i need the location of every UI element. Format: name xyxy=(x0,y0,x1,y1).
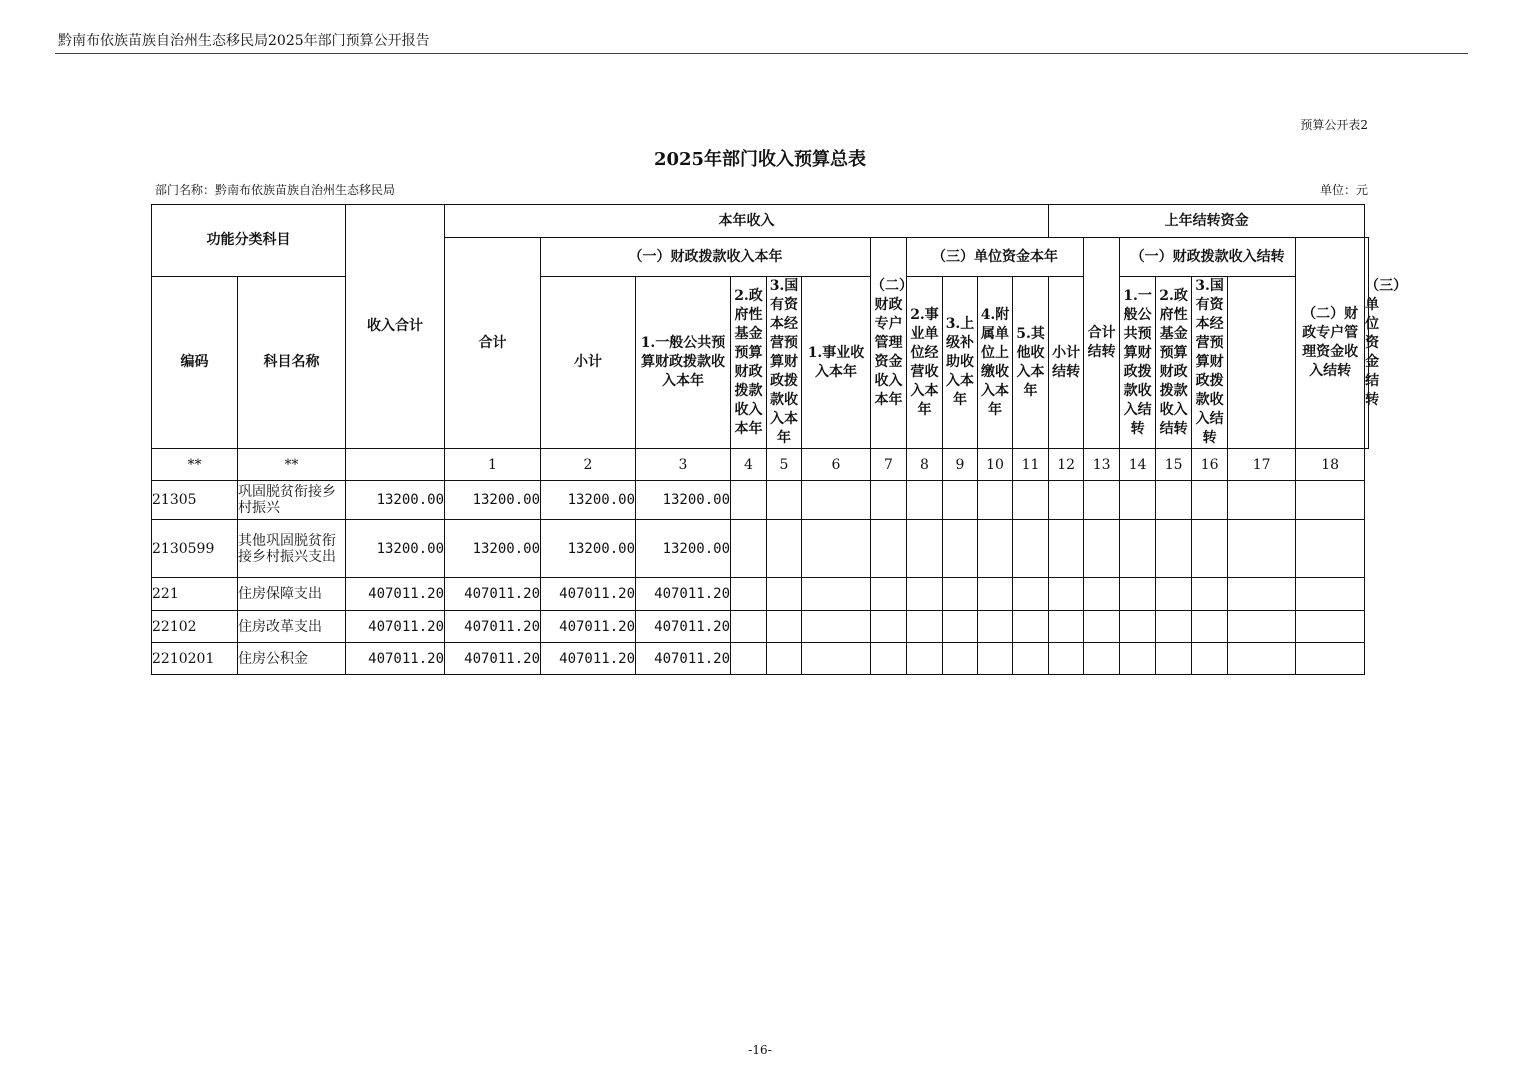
index-cell: 16 xyxy=(1192,449,1228,481)
row-code: 22102 xyxy=(152,611,238,643)
row-subtotal: 13200.00 xyxy=(541,481,636,520)
row-total: 407011.20 xyxy=(445,611,541,643)
page-number: -16- xyxy=(748,1043,772,1057)
index-cell xyxy=(346,449,445,481)
header-fiscal-special: （二）财政专户管理资金收入本年 xyxy=(871,238,907,449)
header-general-public: 1.一般公共预算财政拨款收入本年 xyxy=(636,277,731,449)
index-cell: 2 xyxy=(541,449,636,481)
row-general-public: 407011.20 xyxy=(636,578,731,611)
department-label: 部门名称：黔南布依族苗族自治州生态移民局 xyxy=(155,183,396,197)
header-carry-total: 合计结转 xyxy=(1084,238,1120,449)
header-carry-state-capital: 3.国有资本经营预算财政拨款收入结转 xyxy=(1192,277,1228,449)
row-income-total: 13200.00 xyxy=(346,520,445,578)
row-income-total: 407011.20 xyxy=(346,578,445,611)
row-subject-name: 其他巩固脱贫衔接乡村振兴支出 xyxy=(238,520,346,578)
row-subject-name: 住房保障支出 xyxy=(238,578,346,611)
header-carry-subtotal: 小计结转 xyxy=(1049,277,1084,449)
index-cell: ** xyxy=(238,449,346,481)
index-cell: 9 xyxy=(943,449,978,481)
header-subject-name: 科目名称 xyxy=(238,277,346,449)
header-fiscal-alloc: （一）财政拨款收入本年 xyxy=(541,238,871,277)
header-func-class: 功能分类科目 xyxy=(152,205,346,277)
row-general-public: 407011.20 xyxy=(636,643,731,675)
index-cell: 5 xyxy=(767,449,802,481)
index-cell: 14 xyxy=(1120,449,1156,481)
row-general-public: 13200.00 xyxy=(636,520,731,578)
header-this-year: 本年收入 xyxy=(445,205,1049,238)
row-subtotal: 13200.00 xyxy=(541,520,636,578)
row-code: 2210201 xyxy=(152,643,238,675)
row-total: 407011.20 xyxy=(445,578,541,611)
header-other-income: 5.其他收入本年 xyxy=(1013,277,1049,449)
index-cell: 1 xyxy=(445,449,541,481)
table-row xyxy=(152,481,1369,520)
row-subject-name: 巩固脱贫衔接乡村振兴 xyxy=(238,481,346,520)
index-cell: 8 xyxy=(907,449,943,481)
index-cell: 13 xyxy=(1084,449,1120,481)
row-general-public: 407011.20 xyxy=(636,611,731,643)
row-total: 407011.20 xyxy=(445,643,541,675)
row-subject-name: 住房改革支出 xyxy=(238,611,346,643)
index-cell: 7 xyxy=(871,449,907,481)
header-subtotal: 小计 xyxy=(541,277,636,449)
index-cell: 10 xyxy=(978,449,1013,481)
header-prior-carryover: 上年结转资金 xyxy=(1049,205,1365,238)
row-subtotal: 407011.20 xyxy=(541,643,636,675)
header-carry-general: 1.一般公共预算财政拨款收入结转 xyxy=(1120,277,1156,449)
header-carry-fiscal: （一）财政拨款收入结转 xyxy=(1120,238,1296,277)
row-code: 2130599 xyxy=(152,520,238,578)
column-index-row xyxy=(152,449,1369,481)
row-income-total: 407011.20 xyxy=(346,611,445,643)
row-subtotal: 407011.20 xyxy=(541,578,636,611)
header-operating-income: 2.事业单位经营收入本年 xyxy=(907,277,943,449)
index-cell: 12 xyxy=(1049,449,1084,481)
unit-label: 单位：元 xyxy=(1319,183,1368,197)
row-code: 221 xyxy=(152,578,238,611)
header-business-income: 1.事业收入本年 xyxy=(802,277,871,449)
header-code: 编码 xyxy=(152,277,238,449)
header-unit-funds: （三）单位资金本年 xyxy=(907,238,1084,277)
header-gov-fund: 2.政府性基金预算财政拨款收入本年 xyxy=(731,277,767,449)
index-cell: 4 xyxy=(731,449,767,481)
row-total: 13200.00 xyxy=(445,520,541,578)
header-state-capital: 3.国有资本经营预算财政拨款收入本年 xyxy=(767,277,802,449)
table-row xyxy=(152,643,1369,675)
header-carry-special: （二）财政专户管理资金收入结转 xyxy=(1296,238,1365,449)
income-budget-table xyxy=(151,204,1408,675)
running-header: 黔南布依族苗族自治州生态移民局2025年部门预算公开报告 xyxy=(58,33,430,49)
header-superior-subsidy: 3.上级补助收入本年 xyxy=(943,277,978,449)
header-rule xyxy=(55,53,1468,54)
index-cell: 6 xyxy=(802,449,871,481)
table-row xyxy=(152,578,1369,611)
header-carry-gov-fund: 2.政府性基金预算财政拨款收入结转 xyxy=(1156,277,1192,449)
row-total: 13200.00 xyxy=(445,481,541,520)
row-income-total: 13200.00 xyxy=(346,481,445,520)
row-code: 21305 xyxy=(152,481,238,520)
index-cell: 3 xyxy=(636,449,731,481)
row-income-total: 407011.20 xyxy=(346,643,445,675)
index-cell: ** xyxy=(152,449,238,481)
row-general-public: 13200.00 xyxy=(636,481,731,520)
table-row xyxy=(152,611,1369,643)
header-income-total: 收入合计 xyxy=(346,205,445,449)
page-title: 2025年部门收入预算总表 xyxy=(653,149,867,170)
index-cell: 17 xyxy=(1228,449,1296,481)
header-affiliated-payment: 4.附属单位上缴收入本年 xyxy=(978,277,1013,449)
row-subject-name: 住房公积金 xyxy=(238,643,346,675)
form-number: 预算公开表2 xyxy=(1300,118,1368,132)
row-subtotal: 407011.20 xyxy=(541,611,636,643)
header-carry-unit: （三）单位资金结转 xyxy=(1365,238,1369,449)
index-cell: 15 xyxy=(1156,449,1192,481)
header-total: 合计 xyxy=(445,238,541,449)
index-cell: 18 xyxy=(1296,449,1365,481)
table-row xyxy=(152,520,1369,578)
index-cell: 11 xyxy=(1013,449,1049,481)
